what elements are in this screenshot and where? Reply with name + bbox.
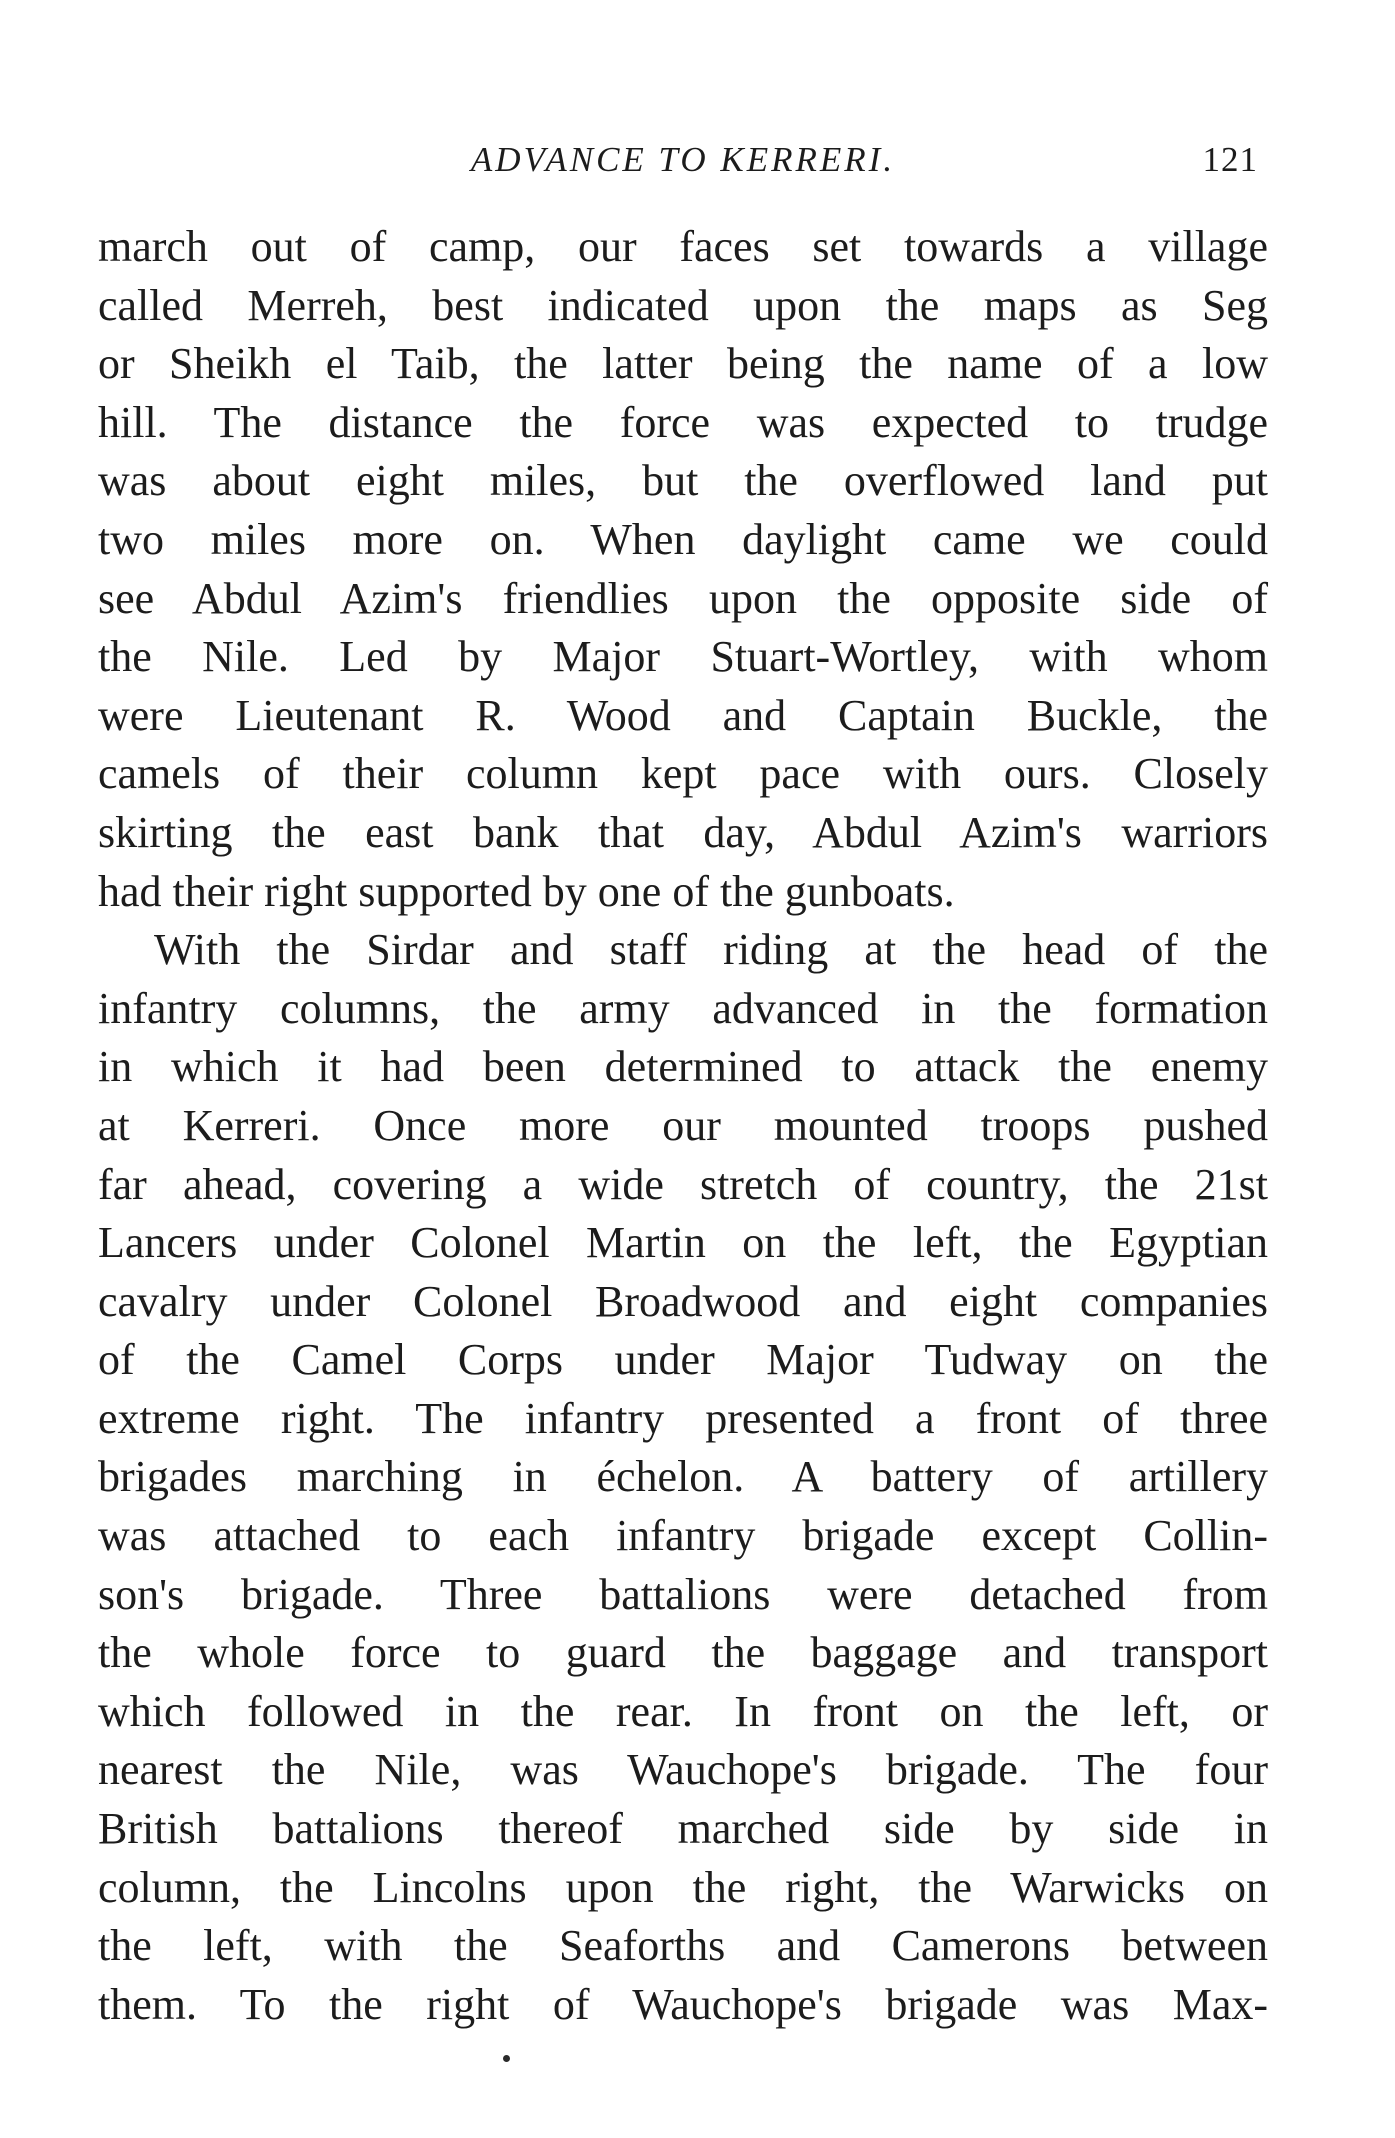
text-line: which followed in the rear. In front on the left, or [98, 1686, 1268, 1736]
text-line: see Abdul Azim's friendlies upon the opposite side of [98, 573, 1268, 623]
text-line: or Sheikh el Taib, the latter being the name of a low [98, 339, 1268, 389]
text-line: had their right supported by one of the gunboats. [98, 866, 955, 916]
text-line: far ahead, covering a wide stretch of country, the 21st [98, 1159, 1268, 1209]
body-text [98, 218, 1268, 2034]
paragraph-2 [98, 921, 1268, 2034]
text-line: Lancers under Colonel Martin on the left, the Egyptian [98, 1218, 1268, 1268]
text-line: son's brigade. Three battalions were detached from [98, 1569, 1268, 1619]
text-line: march out of camp, our faces set towards a village [98, 222, 1268, 271]
text-line: column, the Lincolns upon the right, the Warwicks on [98, 1862, 1268, 1912]
text-line: infantry columns, the army advanced in the formation [98, 983, 1268, 1033]
text-line: the left, with the Seaforths and Camerons between [98, 1921, 1268, 1971]
text-line: was about eight miles, but the overflowed land put [98, 456, 1268, 506]
text-line: cavalry under Colonel Broadwood and eight companies [98, 1276, 1268, 1326]
text-line: camels of their column kept pace with ours. Closely [98, 749, 1268, 799]
paragraph-1 [98, 218, 1268, 921]
text-line: brigades marching in échelon. A battery of artillery [98, 1452, 1268, 1502]
text-line: the Nile. Led by Major Stuart-Wortley, with whom [98, 632, 1268, 682]
running-head: ADVANCE TO KERRERI. [470, 140, 896, 179]
page-header [98, 130, 1268, 190]
page-number: 121 [1202, 140, 1258, 179]
text-line: were Lieutenant R. Wood and Captain Buckle, the [98, 690, 1268, 740]
text-line: in which it had been determined to attack the enemy [98, 1042, 1268, 1092]
text-line: nearest the Nile, was Wauchope's brigade. The four [98, 1745, 1268, 1795]
text-line: at Kerreri. Once more our mounted troops pushed [98, 1100, 1268, 1150]
text-line: called Merreh, best indicated upon the maps as Seg [98, 280, 1268, 330]
text-line: them. To the right of Wauchope's brigade was Max- [98, 1979, 1268, 2029]
text-line: the whole force to guard the baggage and transport [98, 1628, 1268, 1678]
text-line: two miles more on. When daylight came we could [98, 514, 1268, 564]
text-line: skirting the east bank that day, Abdul Azim's warriors [98, 807, 1268, 857]
text-line: extreme right. The infantry presented a front of three [98, 1393, 1268, 1443]
text-line: hill. The distance the force was expected to trudge [98, 397, 1268, 447]
text-line: of the Camel Corps under Major Tudway on the [98, 1335, 1268, 1385]
text-line: British battalions thereof marched side by side in [98, 1804, 1268, 1854]
text-line: With the Sirdar and staff riding at the head of the [154, 925, 1268, 975]
text-line: was attached to each infantry brigade except Collin- [98, 1511, 1268, 1561]
ink-dot [503, 2055, 510, 2062]
